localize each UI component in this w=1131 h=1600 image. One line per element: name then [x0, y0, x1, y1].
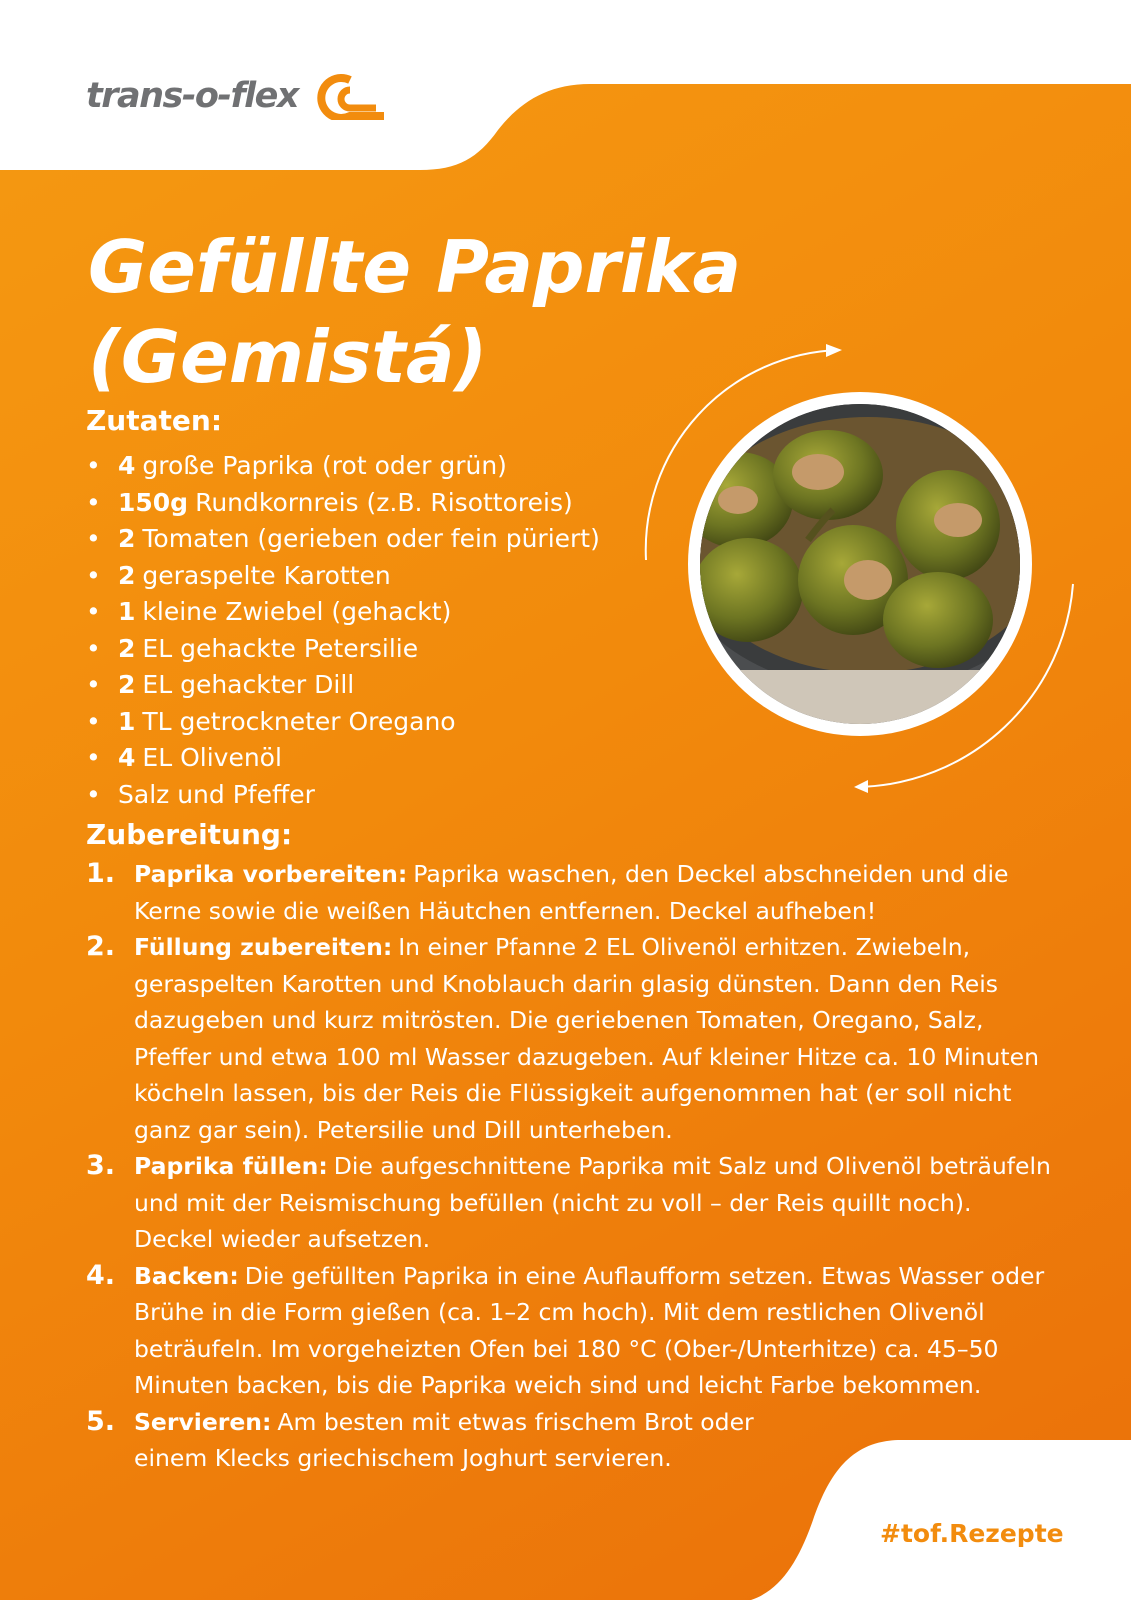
step-title: Paprika vorbereiten:	[134, 860, 408, 888]
ingredient-amount: 2	[118, 670, 136, 699]
ingredients-heading: Zutaten:	[86, 404, 223, 437]
ingredient-text: EL Olivenöl	[142, 743, 282, 772]
ingredient-item	[86, 740, 600, 777]
step-title: Füllung zubereiten:	[134, 933, 393, 961]
ingredient-item	[86, 558, 600, 595]
bullet-icon: •	[86, 487, 101, 517]
ingredient-item	[86, 485, 600, 522]
ingredient-amount: 1	[118, 706, 136, 736]
ingredient-amount: 2	[118, 560, 136, 590]
ingredient-item	[86, 521, 600, 558]
preparation-heading: Zubereitung:	[86, 818, 293, 851]
ingredient-text: große Paprika (rot oder grün)	[142, 451, 507, 480]
step-number: 2.	[86, 931, 116, 962]
bullet-icon: •	[86, 597, 101, 626]
ingredient-item	[86, 667, 600, 704]
step-item	[86, 1404, 1054, 1477]
ingredient-text: EL gehackter Dill	[142, 670, 355, 699]
step-item	[86, 856, 1054, 929]
ingredient-text: EL gehackte Petersilie	[142, 633, 419, 663]
logo-text: trans-o-flex	[86, 76, 298, 116]
title-line-1: Gefüllte Paprika	[88, 225, 742, 309]
step-number: 4.	[86, 1259, 116, 1291]
ingredient-item	[86, 448, 600, 485]
step-item	[86, 929, 1054, 1148]
preparation-steps	[86, 856, 1054, 1477]
ingredient-text: Tomaten (gerieben oder fein püriert)	[142, 524, 600, 553]
logo-swirl-icon	[306, 72, 386, 120]
ingredient-item	[86, 777, 600, 814]
step-text: Die gefüllten Paprika in eine Auflaufform setzen. Etwas Wasser oder Brühe in die Form gießen (ca. 1–2 cm hoch). Mit dem restlichen Olivenöl beträufeln. Im vorgeheizten Ofen bei 180 °C (Ober-/Unterhitze) ca. 45–50 Minuten backen, bis die Paprika weich sind und leicht Farbe bekommen.	[134, 1261, 1045, 1399]
ingredient-text: Salz und Pfeffer	[118, 779, 315, 809]
step-text: In einer Pfanne 2 EL Olivenöl erhitzen. Zwiebeln, geraspelten Karotten und Knoblauch darin glasig dünsten. Dann den Reis dazugeben und kurz mitrösten. Die geriebenen Tomaten, Oregano, Salz, Pfeffer und etwa 100 ml Wasser dazugeben. Auf kleiner Hitze ca. 10 Minuten köcheln lassen, bis der Reis die Flüssigkeit aufgenommen hat (er soll nicht ganz gar sein). Petersilie und Dill unterheben.	[134, 933, 1039, 1144]
hashtag: #tof.Rezepte	[880, 1519, 1064, 1548]
step-item	[86, 1258, 1054, 1404]
bullet-icon: •	[86, 451, 101, 480]
ingredient-item	[86, 594, 600, 631]
ingredient-item	[86, 704, 600, 741]
ingredient-amount: 2	[118, 524, 136, 553]
ingredient-amount: 4	[118, 451, 136, 480]
bullet-icon: •	[86, 706, 101, 736]
step-title: Backen:	[134, 1261, 239, 1290]
bullet-icon: •	[86, 670, 101, 699]
step-text: Am besten mit etwas frischem Brot oder einem Klecks griechischem Joghurt servieren.	[134, 1407, 754, 1472]
ingredient-list	[86, 448, 600, 813]
step-number: 5.	[86, 1405, 116, 1437]
step-item	[86, 1148, 1054, 1258]
ingredient-amount: 4	[118, 743, 136, 772]
ingredient-text: kleine Zwiebel (gehackt)	[142, 597, 452, 626]
ingredient-text: TL getrockneter Oregano	[142, 706, 456, 736]
step-title: Servieren:	[134, 1407, 272, 1436]
ingredient-amount: 2	[118, 633, 136, 663]
ingredient-text: geraspelte Karotten	[142, 560, 391, 590]
bullet-icon: •	[86, 560, 101, 590]
dish-photo	[618, 340, 1088, 810]
step-text: Die aufgeschnittene Paprika mit Salz und Olivenöl beträufeln und mit der Reismischung befüllen (nicht zu voll – der Reis quillt noch). Deckel wieder aufsetzen.	[134, 1152, 1051, 1253]
ingredient-amount: 150g	[118, 487, 189, 517]
ingredient-text: Rundkornreis (z.B. Risottoreis)	[195, 487, 573, 517]
ingredient-item	[86, 631, 600, 668]
arrow-head-bottom-icon	[854, 780, 868, 793]
step-number: 1.	[86, 858, 116, 889]
bullet-icon: •	[86, 779, 101, 809]
title-line-2: (Gemistá)	[88, 315, 488, 399]
ingredient-amount: 1	[118, 597, 136, 626]
brand-logo	[86, 72, 386, 120]
step-number: 3.	[86, 1150, 116, 1181]
bullet-icon: •	[86, 743, 101, 772]
bullet-icon: •	[86, 633, 101, 663]
step-text: Paprika waschen, den Deckel abschneiden und die Kerne sowie die weißen Häutchen entfernen. Deckel aufheben!	[134, 860, 1009, 925]
bullet-icon: •	[86, 524, 101, 553]
step-title: Paprika füllen:	[134, 1152, 328, 1180]
arrow-head-top-icon	[826, 344, 842, 357]
